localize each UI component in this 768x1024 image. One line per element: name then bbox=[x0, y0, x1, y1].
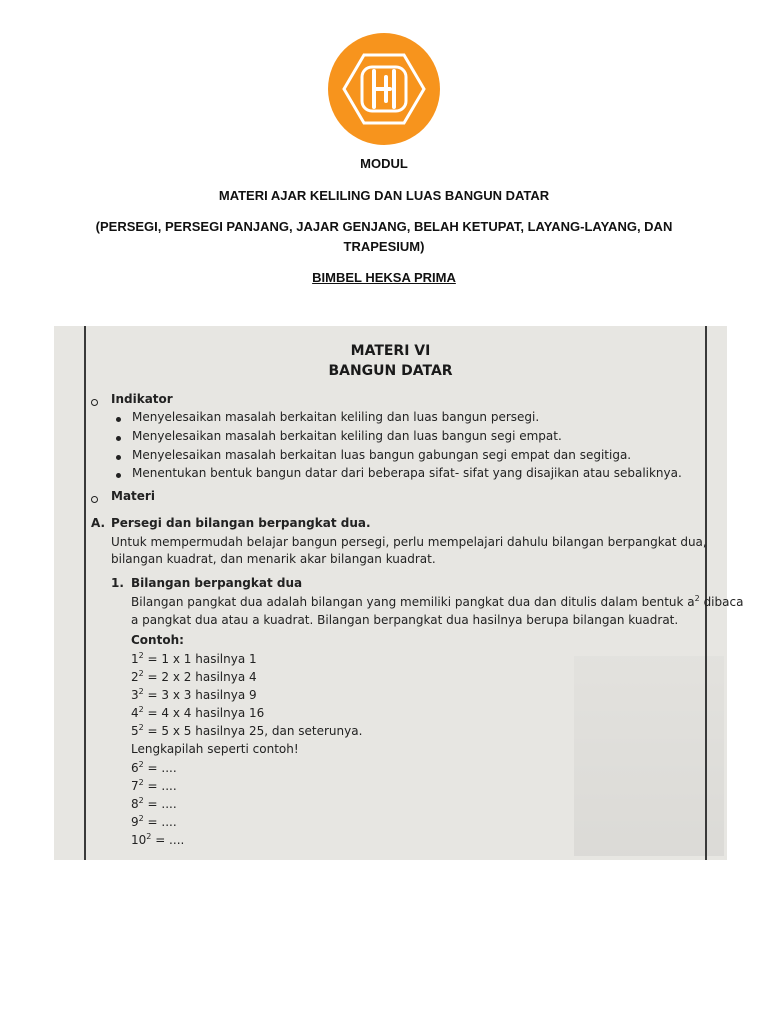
heksa-prima-logo bbox=[328, 33, 440, 145]
circle-bullet-icon bbox=[91, 399, 98, 406]
modul-label: MODUL bbox=[360, 156, 408, 171]
contoh-label: Contoh: bbox=[131, 633, 184, 647]
bullet-icon bbox=[116, 417, 121, 422]
materi-heading: Materi bbox=[111, 489, 155, 503]
exercise-line: $7^2$ = .... bbox=[131, 778, 177, 793]
bleed-through-shadow bbox=[574, 656, 724, 856]
indikator-item: Menyelesaikan masalah berkaitan keliling dan luas bangun segi empat. bbox=[132, 429, 562, 443]
exercise-line: $10^2$ = .... bbox=[131, 832, 185, 847]
example-line: $3^2 = 3$ x 3 hasilnya 9 bbox=[131, 687, 257, 702]
subsection-1-number: 1. bbox=[111, 576, 124, 590]
example-line: $4^2 = 4$ x 4 hasilnya 16 bbox=[131, 705, 265, 720]
section-a-title: Persegi dan bilangan berpangkat dua. bbox=[111, 516, 371, 530]
example-line: $1^2 = 1$ x 1 hasilnya 1 bbox=[131, 651, 257, 666]
bullet-icon bbox=[116, 455, 121, 460]
subsection-1-title: Bilangan berpangkat dua bbox=[131, 576, 303, 590]
indikator-heading: Indikator bbox=[111, 392, 173, 406]
section-a-paragraph-line-2: bilangan kuadrat, dan menarik akar bilangan kuadrat. bbox=[111, 552, 436, 566]
circle-bullet-icon bbox=[91, 496, 98, 503]
lengkapilah-instruction: Lengkapilah seperti contoh! bbox=[131, 742, 299, 756]
scanned-page bbox=[54, 326, 744, 860]
indikator-item: Menyelesaikan masalah berkaitan keliling dan luas bangun persegi. bbox=[132, 410, 540, 424]
document-subtitle-line-2: TRAPESIUM) bbox=[343, 239, 425, 254]
subsection-1-paragraph-line-1: Bilangan pangkat dua adalah bilangan yang memiliki pangkat dua dan ditulis dalam bentuk $a^2$ dibaca bbox=[131, 594, 744, 609]
document-subtitle-line-1: (PERSEGI, PERSEGI PANJANG, JAJAR GENJANG, BELAH KETUPAT, LAYANG-LAYANG, DAN bbox=[95, 219, 673, 234]
exercise-line: $9^2$ = .... bbox=[131, 814, 177, 829]
page-border-right bbox=[705, 326, 707, 860]
bangun-datar-title: BANGUN DATAR bbox=[328, 363, 453, 379]
indikator-item: Menentukan bentuk bangun datar dari beberapa sifat- sifat yang disajikan atau sebaliknya. bbox=[132, 466, 682, 480]
bullet-icon bbox=[116, 436, 121, 441]
page-border-left bbox=[84, 326, 86, 860]
subsection-1-paragraph-line-2: a pangkat dua atau a kuadrat. Bilangan berpangkat dua hasilnya berupa bilangan kuadrat. bbox=[131, 613, 679, 627]
section-a-letter: A. bbox=[91, 516, 106, 530]
materi-title: MATERI VI bbox=[350, 343, 431, 359]
example-line: $2^2 = 2$ x 2 hasilnya 4 bbox=[131, 669, 257, 684]
example-line: $5^2 = 5$ x 5 hasilnya 25, dan seterunya. bbox=[131, 723, 363, 738]
exercise-line: $8^2$ = .... bbox=[131, 796, 177, 811]
indikator-item: Menyelesaikan masalah berkaitan luas bangun gabungan segi empat dan segitiga. bbox=[132, 448, 632, 462]
institution-name: BIMBEL HEKSA PRIMA bbox=[312, 270, 456, 285]
document-title: MATERI AJAR KELILING DAN LUAS BANGUN DATAR bbox=[218, 188, 550, 203]
bullet-icon bbox=[116, 473, 121, 478]
section-a-paragraph-line-1: Untuk mempermudah belajar bangun persegi, perlu mempelajari dahulu bilangan berpangkat dua, bbox=[111, 535, 707, 549]
exercise-line: $6^2$ = .... bbox=[131, 760, 177, 775]
